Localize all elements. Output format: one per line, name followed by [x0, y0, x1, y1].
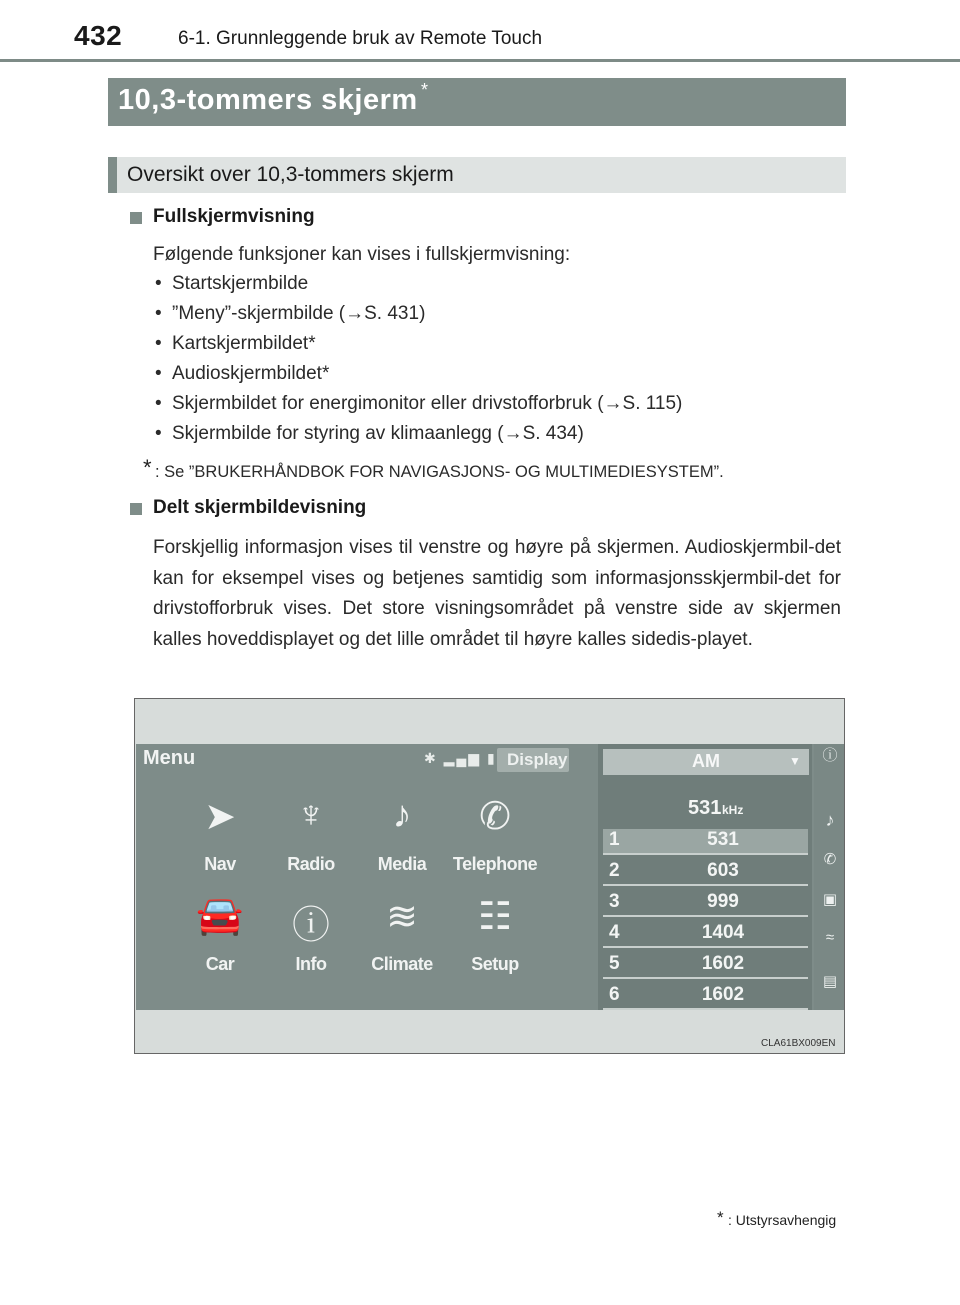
- footnote-star: *: [717, 1208, 724, 1227]
- info-icon[interactable]: ⓘ: [291, 905, 330, 947]
- display-button-label: Display: [507, 750, 568, 769]
- bullet-item: ”Meny”-skjermbilde (→S. 431): [172, 303, 426, 324]
- info-circle-icon[interactable]: ⓘ: [822, 747, 838, 764]
- climate-icon[interactable]: ≋: [386, 896, 418, 938]
- bullet-dot: •: [155, 303, 162, 324]
- preset-value: 1602: [701, 953, 745, 974]
- bullet-dot: •: [155, 273, 162, 294]
- preset-number: 3: [609, 891, 620, 912]
- phone-icon[interactable]: ✆: [823, 851, 837, 868]
- preset-number: 2: [609, 860, 620, 881]
- preset-number: 6: [609, 984, 620, 1005]
- bullet-item: Startskjermbilde: [172, 273, 309, 294]
- preset-button[interactable]: [603, 829, 808, 855]
- bullet-item: Audioskjermbildet*: [172, 363, 330, 384]
- climate-icon[interactable]: ≈: [825, 929, 835, 946]
- preset-value: 1602: [701, 984, 745, 1005]
- tile-label-climate[interactable]: Climate: [371, 954, 433, 974]
- phone-icon[interactable]: ✆: [479, 796, 511, 838]
- full-screen-heading: Fullskjermvisning: [153, 206, 315, 227]
- section-title: 10,3-tommers skjerm: [118, 84, 418, 116]
- side-icon-strip: [814, 744, 844, 1010]
- split-screen-heading: Delt skjermbildevisning: [153, 497, 367, 518]
- bullet-item: Skjermbildet for energimonitor eller drivstofforbruk (→S. 115): [172, 393, 683, 414]
- setup-icon[interactable]: ☷: [477, 896, 513, 938]
- preset-button[interactable]: [603, 922, 808, 948]
- audio-note-icon[interactable]: ♪: [825, 810, 835, 830]
- frequency-value: 531: [688, 797, 722, 819]
- image-icon[interactable]: ▣: [822, 891, 838, 908]
- preset-value: 1404: [701, 922, 745, 943]
- tile-label-telephone[interactable]: Telephone: [452, 854, 538, 874]
- tile-label-info[interactable]: Info: [295, 954, 327, 974]
- bullet-dot: •: [155, 423, 162, 444]
- note-star: *: [143, 455, 152, 480]
- music-note-icon[interactable]: ♪: [392, 794, 412, 836]
- tile-label-radio[interactable]: Radio: [287, 854, 335, 874]
- header-rule: [0, 59, 960, 62]
- menu-title: Menu: [143, 747, 196, 769]
- navigation-icon[interactable]: ➤: [204, 796, 236, 838]
- preset-button[interactable]: [603, 860, 808, 886]
- band-label: AM: [692, 751, 720, 771]
- bullet-item: Skjermbilde for styring av klimaanlegg (→S. 434): [172, 423, 584, 444]
- preset-value: 603: [707, 860, 739, 881]
- screen-icon[interactable]: ▤: [822, 973, 838, 990]
- car-icon[interactable]: 🚘: [196, 895, 244, 937]
- heading-square-icon: [130, 503, 142, 515]
- full-screen-note: : Se ”BRUKERHÅNDBOK FOR NAVIGASJONS- OG MULTIMEDIESYSTEM”.: [155, 463, 724, 481]
- subsection-bar: [108, 157, 117, 193]
- preset-value: 531: [707, 829, 739, 850]
- bullet-item: Kartskjermbildet*: [172, 333, 316, 354]
- figure-code: CLA61BX009EN: [761, 1038, 836, 1049]
- chapter-title: 6-1. Grunnleggende bruk av Remote Touch: [178, 28, 543, 49]
- frequency-unit: kHz: [722, 803, 744, 817]
- tile-label-media[interactable]: Media: [377, 854, 427, 874]
- bullet-dot: •: [155, 363, 162, 384]
- preset-button[interactable]: [603, 891, 808, 917]
- preset-button[interactable]: [603, 984, 808, 1010]
- page-number: 432: [74, 20, 123, 51]
- tile-label-setup[interactable]: Setup: [471, 954, 519, 974]
- split-screen-paragraph: Forskjellig informasjon vises til venstre og høyre på skjermen. Audioskjermbil-det kan for eksempel vises og betjenes samtidig som informasjonsskjermbil-det for drivstofforbruk vises. Det store visningsområdet på venstre side av skjermen kalles hoveddisplayet og det lille området til høyre kalles sidedis-playet.: [153, 537, 841, 650]
- radio-tower-icon[interactable]: ♆: [296, 794, 326, 836]
- preset-number: 4: [609, 922, 620, 943]
- preset-value: 999: [707, 891, 739, 912]
- preset-number: 5: [609, 953, 620, 974]
- section-title-star: *: [421, 80, 429, 100]
- tile-label-car[interactable]: Car: [205, 954, 235, 974]
- subsection-title: Oversikt over 10,3-tommers skjerm: [127, 163, 454, 186]
- full-screen-intro: Følgende funksjoner kan vises i fullskjermvisning:: [153, 244, 571, 265]
- preset-number: 1: [609, 829, 620, 850]
- heading-square-icon: [130, 212, 142, 224]
- bullet-dot: •: [155, 333, 162, 354]
- dropdown-arrow-icon: ▼: [789, 754, 801, 768]
- status-icons: ✱ ▂▄▆ ▮: [424, 750, 497, 766]
- tile-label-nav[interactable]: Nav: [204, 854, 236, 874]
- footnote-text: : Utstyrsavhengig: [728, 1212, 837, 1228]
- bullet-dot: •: [155, 393, 162, 414]
- preset-button[interactable]: [603, 953, 808, 979]
